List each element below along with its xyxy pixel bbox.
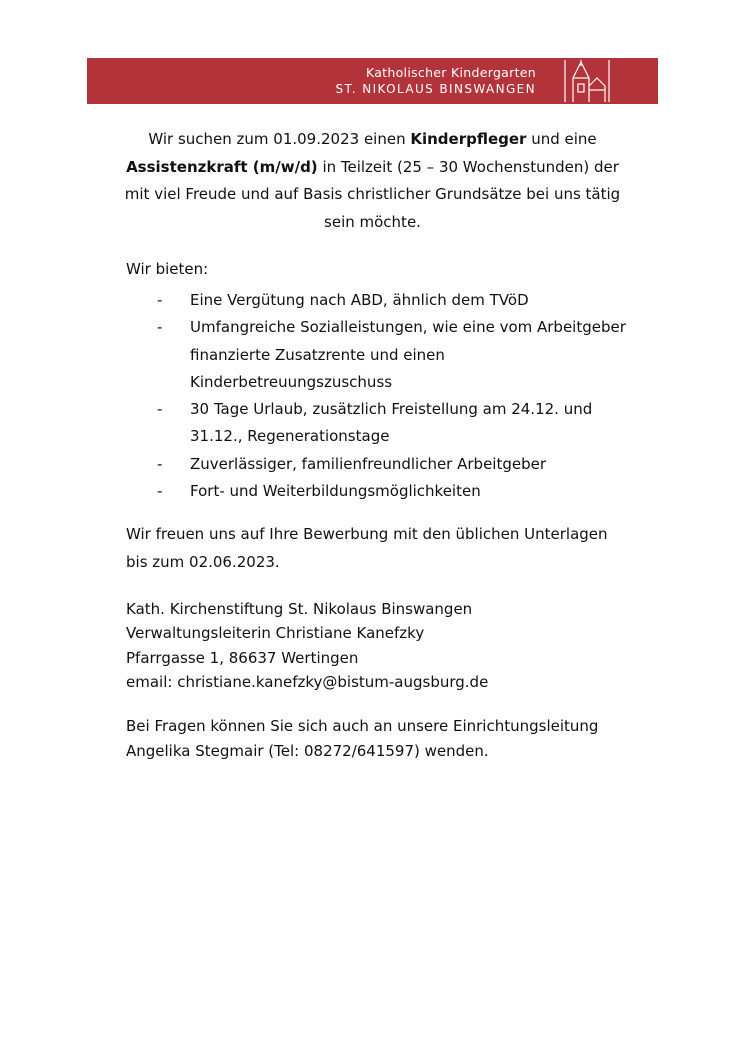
bullet-dash: - xyxy=(157,291,163,309)
intro-text-1: Wir suchen zum 01.09.2023 einen xyxy=(148,130,411,148)
intro-text-3: in Teilzeit (25 – 30 Wochenstunden) der mit viel Freude und auf Basis christlicher Grundsätze bei uns tätig sein möchte. xyxy=(124,157,621,231)
header-line-2: ST. NIKOLAUS BINSWANGEN xyxy=(335,82,536,96)
list-item xyxy=(126,314,626,396)
contact-email-row xyxy=(126,670,646,694)
header-banner xyxy=(87,58,658,104)
contact-person: Verwaltungsleiterin Christiane Kanefzky xyxy=(126,624,425,643)
questions-line-2: Angelika Stegmair (Tel: 08272/641597) wenden. xyxy=(126,741,489,760)
role-assistenzkraft: Assistenzkraft (m/w/d) xyxy=(126,157,318,176)
bullet-dash: - xyxy=(157,318,163,337)
offer-text: Zuverlässiger, familienfreundlicher Arbeitgeber xyxy=(190,454,547,473)
offers-title: Wir bieten: xyxy=(126,260,209,278)
bullet-dash: - xyxy=(157,400,163,419)
offer-text: Umfangreiche Sozialleistungen, wie eine vom Arbeitgeber finanzierte Zusatzrente und einen Kinderbetreuungszuschuss xyxy=(190,318,626,391)
questions-note xyxy=(126,714,666,763)
list-item xyxy=(126,451,626,478)
contact-address: Pfarrgasse 1, 86637 Wertingen xyxy=(126,648,359,667)
application-note: Wir freuen uns auf Ihre Bewerbung mit den üblichen Unterlagen bis zum 02.06.2023. xyxy=(126,525,608,571)
church-icon xyxy=(561,60,611,102)
offer-text: 30 Tage Urlaub, zusätzlich Freistellung am 24.12. und 31.12., Regenerationstage xyxy=(190,400,593,446)
header-line-1: Katholischer Kindergarten xyxy=(365,65,536,80)
bullet-dash: - xyxy=(157,482,163,501)
list-item xyxy=(126,478,626,505)
kindergarten-name xyxy=(335,65,536,97)
role-kinderpfleger: Kinderpfleger xyxy=(410,130,527,148)
contact-organization: Kath. Kirchenstiftung St. Nikolaus Binswangen xyxy=(126,600,473,618)
list-item xyxy=(126,396,626,451)
intro-text-2: und eine xyxy=(526,130,597,148)
list-item xyxy=(126,287,626,314)
questions-line-1: Bei Fragen können Sie sich auch an unsere Einrichtungsleitung xyxy=(126,717,599,735)
offer-text: Eine Vergütung nach ABD, ähnlich dem TVöD xyxy=(190,291,529,309)
job-intro xyxy=(120,126,625,236)
bullet-dash: - xyxy=(157,454,163,473)
offer-text: Fort- und Weiterbildungsmöglichkeiten xyxy=(190,482,481,501)
email-address[interactable]: christiane.kanefzky@bistum-augsburg.de xyxy=(177,672,489,691)
offers-list xyxy=(126,287,626,505)
email-label: email: xyxy=(126,672,178,691)
contact-block xyxy=(126,597,646,694)
